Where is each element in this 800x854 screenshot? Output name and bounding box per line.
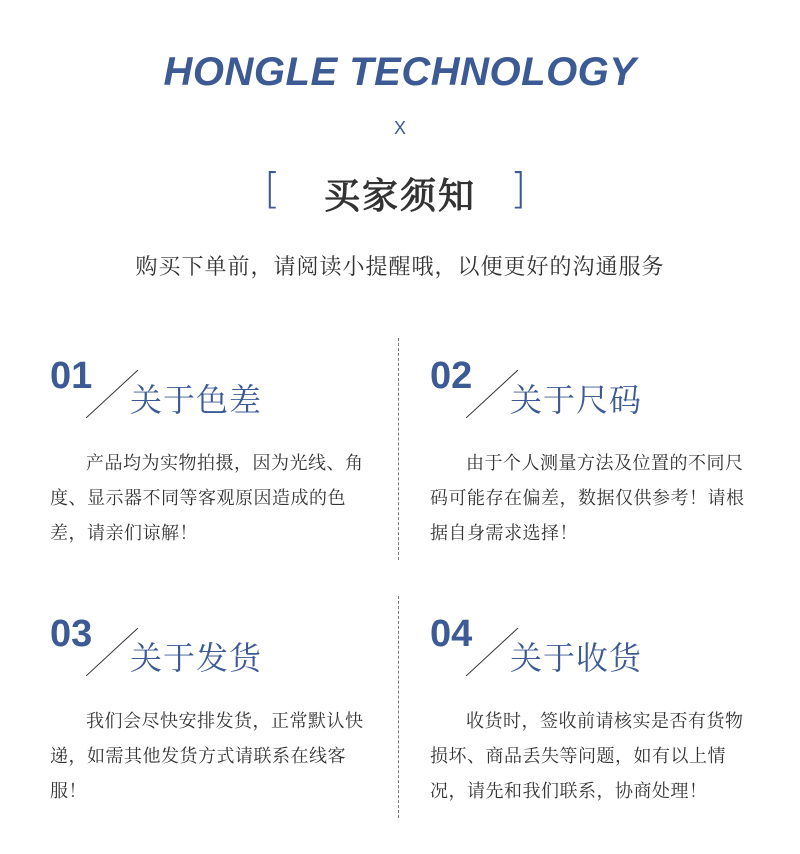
section-heading: 关于色差: [130, 381, 263, 419]
page-subtitle: 购买下单前，请阅读小提醒哦，以便更好的沟通服务: [135, 255, 665, 280]
brand-title: HONGLE TECHNOLOGY: [163, 50, 637, 94]
page-title: 买家须知: [323, 176, 476, 217]
bracket-right: ]: [510, 164, 527, 213]
section-shipping: [50, 614, 380, 814]
section-body: 由于个人测量方法及位置的不同尺码可能存在偏差，数据仅供参考！请根据自身需求选择！: [430, 453, 745, 544]
section-heading: 关于尺码: [510, 381, 643, 419]
bracket-left: [: [264, 164, 281, 213]
section-number: 04: [430, 613, 473, 655]
section-heading: 关于收货: [510, 639, 643, 677]
section-number: 01: [50, 355, 93, 397]
section-size: [430, 356, 760, 556]
section-receiving: [430, 614, 760, 814]
section-color-difference: [50, 356, 380, 556]
title-row: [0, 164, 800, 220]
section-heading: 关于发货: [130, 639, 263, 677]
section-body: 产品均为实物拍摄，因为光线、角度、显示器不同等客观原因造成的色差，请亲们谅解！: [50, 453, 364, 544]
divider-top: [398, 338, 399, 560]
section-number: 03: [50, 613, 93, 655]
section-body: 收货时，签收前请核实是否有货物损坏、商品丢失等问题，如有以上情况，请先和我们联系，协商处理！: [430, 711, 744, 802]
divider-bottom: [398, 596, 399, 818]
section-body: 我们会尽快安排发货，正常默认快递，如需其他发货方式请联系在线客服！: [50, 711, 364, 802]
x-mark: X: [393, 118, 406, 138]
section-number: 02: [430, 355, 473, 397]
